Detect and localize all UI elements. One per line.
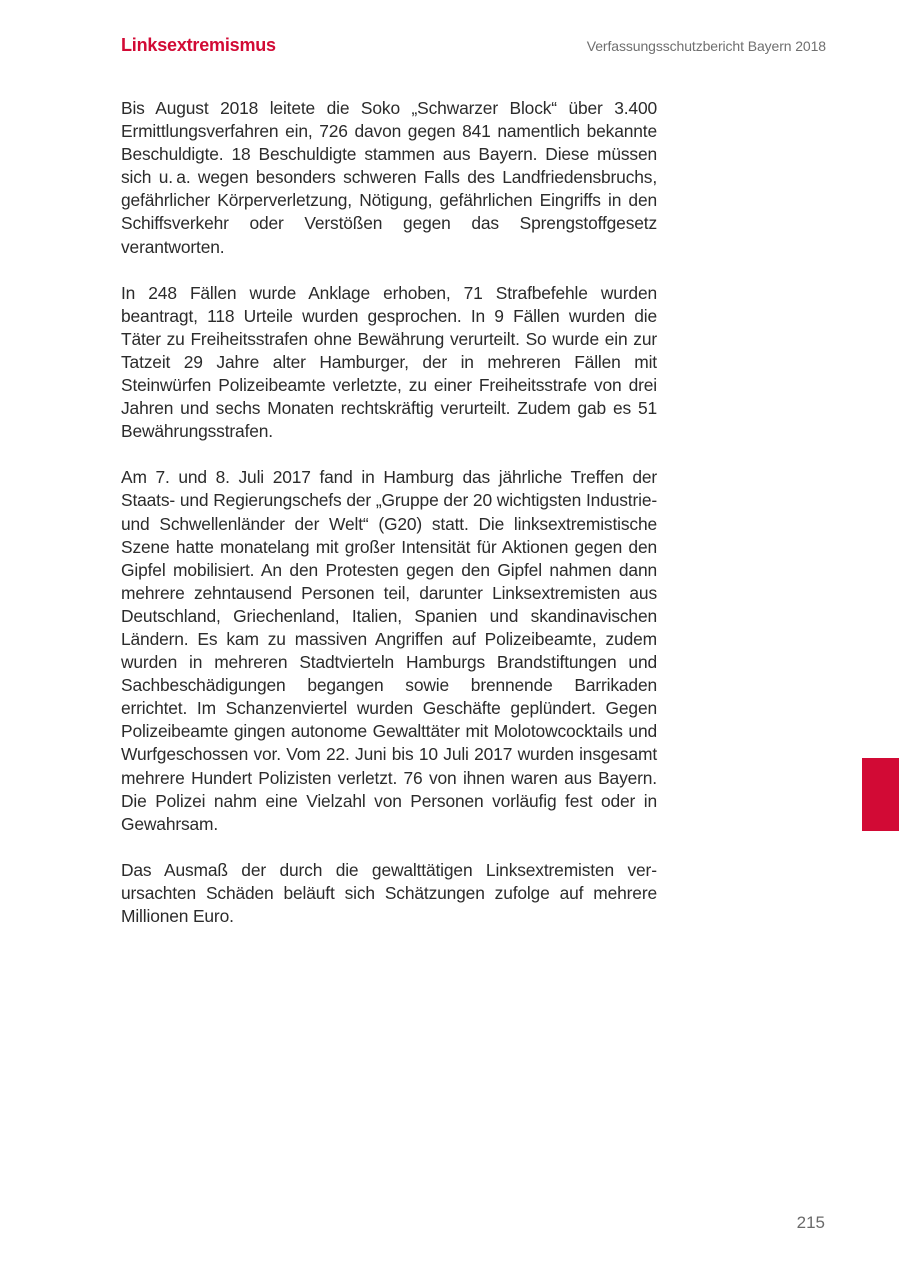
section-title: Linksextremismus [121, 35, 276, 55]
paragraph-damages: Das Ausmaß der durch die gewalttätigen Linksextremisten verursachten Schäden beläuft sich Schätzungen zufolge auf mehrere Millionen Euro. [121, 859, 657, 926]
chapter-marker-tab [862, 758, 899, 831]
paragraph-convictions: In 248 Fällen wurde Anklage erhoben, 71 Strafbefehle wurden beantragt, 118 Urteile wurden gesprochen. In 9 Fällen wurden die Täter zu Freiheitsstrafen ohne Bewährung verurteilt. So wurde ein zur Tatzeit 29 Jahre alter Hamburger, der in mehreren Fällen mit Steinwürfen Polizeibeamte verletzte, zu einer Freiheitsstrafe von drei Jahren und sechs Monaten rechtskräftig verurteilt. Zudem gab es 51 Bewährungsstrafen. [121, 282, 657, 442]
paragraph-g20-summit: Am 7. und 8. Juli 2017 fand in Hamburg das jährliche Treffen der Staats- und Regierungschefs der „Gruppe der 20 wichtigsten Industrie- und Schwellenländer der Welt“ (G20) statt. Die linksextremistische Szene hatte monatelang mit großer Intensität für Aktionen gegen den Gipfel mobilisiert. An den Protesten gegen den Gipfel nahmen dann mehrere zehntausend Personen teil, darunter Linksextremisten aus Deutschland, Griechenland, Italien, Spanien und skandinavischen Ländern. Es kam zu massiven Angriffen auf Polizeibeamte, zudem wurden in mehreren Stadtvierteln Hamburgs Brandstiftungen und Sachbeschädigungen begangen sowie brennende Barrikaden errichtet. Im Schanzenviertel wurden Geschäfte geplündert. Gegen Polizeibeamte gingen autonome Gewalttäter mit Molotowcocktails und Wurfgeschossen vor. Vom 22. Juni bis 10 Juli 2017 wurden insgesamt mehrere Hundert Polizisten verletzt. 76 von ihnen waren aus Bayern. Die Polizei nahm eine Vielzahl von Personen vorläufig fest oder in Gewahrsam. [121, 467, 657, 834]
page-number: 215 [796, 1213, 825, 1232]
paragraph-investigations: Bis August 2018 leitete die Soko „Schwarzer Block“ über 3.400 Ermittlungsverfahren ein, 726 davon gegen 841 namentlich bekannte Beschuldigte. 18 Beschuldigte stammen aus Bayern. Diese müssen sich u. a. wegen besonders schweren Falls des Landfriedensbruchs, gefährlicher Körperverletzung, Nötigung, gefährlichen Eingriffs in den Schiffsverkehr oder Verstößen gegen das Sprengstoffgesetz verantworten. [121, 98, 657, 257]
body-text [121, 97, 657, 951]
document-title: Verfassungsschutzbericht Bayern 2018 [586, 38, 826, 54]
